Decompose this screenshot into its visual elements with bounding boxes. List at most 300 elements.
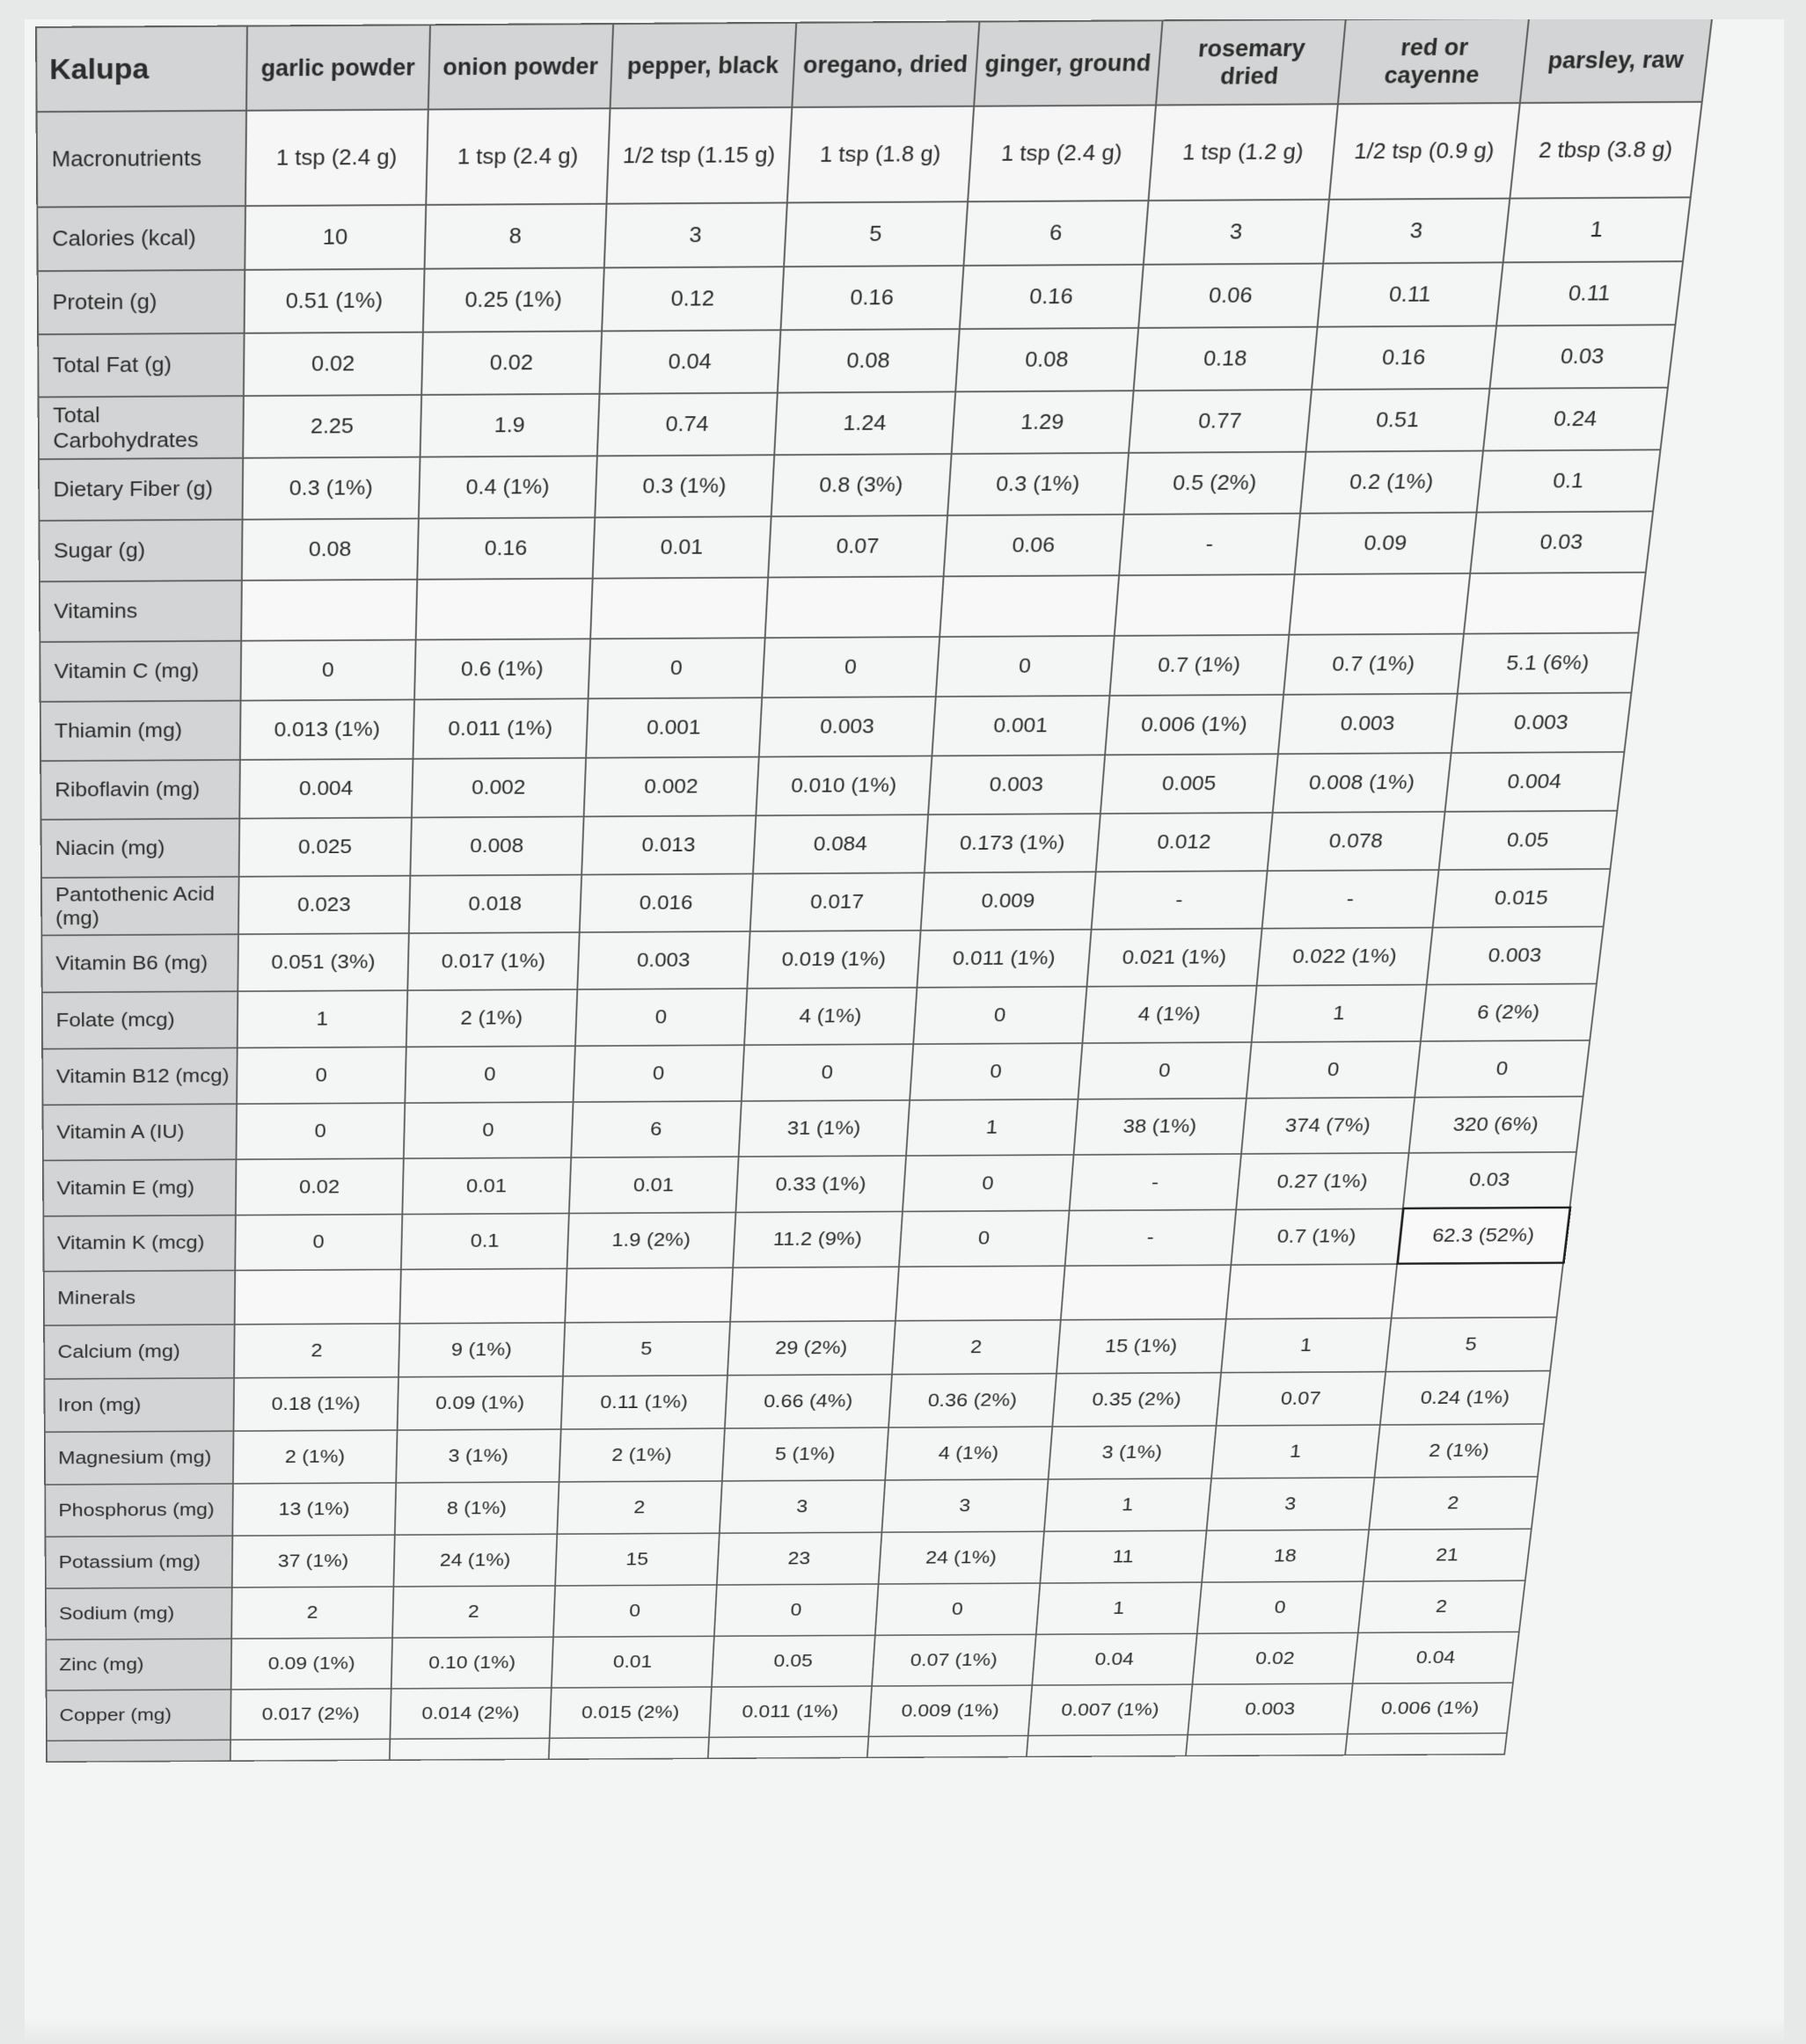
table-row — [39, 388, 1668, 459]
table-cell: 0.003 — [1278, 694, 1458, 755]
table-cell: 0.02 — [421, 331, 602, 395]
table-cell — [1061, 1265, 1232, 1320]
table-cell: 0.08 — [778, 329, 960, 393]
row-label: Calories (kcal) — [37, 206, 245, 271]
table-cell: 0.08 — [955, 328, 1138, 392]
table-cell: 0 — [903, 1155, 1074, 1211]
table-cell — [47, 1740, 230, 1762]
table-cell: 0.36 (2%) — [888, 1374, 1057, 1427]
table-cell — [590, 578, 768, 639]
table-cell: - — [1065, 1209, 1237, 1266]
table-cell: 0.09 — [1295, 513, 1477, 575]
table-cell: 3 (1%) — [1049, 1426, 1217, 1479]
table-cell: 0.74 — [597, 393, 778, 456]
table-cell — [241, 580, 417, 641]
table-cell: 0.33 (1%) — [735, 1156, 906, 1212]
table-cell: 1/2 tsp (0.9 g) — [1329, 103, 1520, 200]
table-cell: - — [1119, 514, 1300, 576]
row-label: Total Fat (g) — [38, 333, 244, 398]
row-label: Iron (mg) — [44, 1378, 234, 1433]
table-cell: 0.013 (1%) — [240, 699, 414, 759]
table-cell: 0 — [742, 1044, 913, 1101]
table-cell: 0.24 — [1483, 388, 1668, 451]
table-cell: 4 (1%) — [744, 988, 917, 1045]
row-label: Riboflavin (mg) — [40, 760, 240, 820]
table-cell: 0.017 (1%) — [407, 932, 579, 990]
table-cell: 0 — [575, 989, 747, 1046]
table-cell: 0.02 — [236, 1158, 404, 1215]
table-cell: 0.10 (1%) — [391, 1637, 553, 1689]
table-cell: 24 (1%) — [879, 1531, 1044, 1584]
row-label: Vitamin C (mg) — [40, 641, 241, 702]
table-cell: 0.05 — [1439, 811, 1618, 870]
table-cell: 62.3 (52%) — [1397, 1208, 1569, 1264]
column-header: onion powder — [428, 24, 613, 109]
table-row — [47, 1683, 1513, 1741]
row-label: Protein (g) — [38, 270, 245, 334]
table-cell: 0.77 — [1129, 390, 1312, 453]
table-cell: 0.6 (1%) — [414, 639, 590, 699]
table-cell: 0.51 — [1305, 389, 1489, 452]
table-cell: 1.9 (2%) — [567, 1212, 736, 1268]
row-label: Sodium (mg) — [46, 1588, 232, 1639]
table-cell: 2 tbsp (3.8 g) — [1510, 102, 1701, 199]
table-cell: 0.11 — [1496, 261, 1683, 325]
row-label: Zinc (mg) — [46, 1639, 231, 1690]
table-cell — [896, 1266, 1065, 1321]
row-label: Folate (mcg) — [42, 991, 238, 1049]
table-cell: 0.03 — [1489, 325, 1675, 389]
nutrition-table-wrapper — [35, 19, 1714, 1763]
table-cell: 18 — [1202, 1529, 1369, 1582]
table-cell: 1 — [1036, 1582, 1202, 1634]
table-cell: 15 (1%) — [1057, 1319, 1226, 1374]
table-cell — [867, 1735, 1028, 1757]
table-cell: 1 tsp (2.4 g) — [245, 109, 428, 206]
table-row — [44, 1371, 1550, 1433]
table-row — [39, 511, 1653, 581]
table-cell: 0.016 — [580, 873, 753, 932]
paper-sheet — [25, 19, 1784, 2044]
table-row — [38, 261, 1683, 334]
table-cell: 2 (1%) — [559, 1428, 724, 1482]
table-cell: 31 (1%) — [739, 1100, 910, 1157]
row-label: Copper (mg) — [47, 1690, 231, 1741]
table-cell: 1.9 — [420, 394, 600, 457]
row-label: Vitamin B12 (mcg) — [42, 1048, 238, 1105]
row-label: Minerals — [44, 1270, 236, 1325]
table-cell: 4 (1%) — [1082, 986, 1256, 1043]
table-cell: 5 — [784, 201, 968, 266]
table-row — [45, 1477, 1538, 1537]
table-cell: 0.08 — [242, 519, 419, 580]
table-cell: 0 — [1078, 1042, 1251, 1099]
table-cell: 3 — [1207, 1478, 1375, 1530]
table-cell: 3 — [1144, 200, 1329, 265]
table-cell: 9 (1%) — [398, 1323, 565, 1377]
table-cell: 1 — [1503, 197, 1691, 262]
table-cell: 2 — [231, 1587, 393, 1639]
table-cell: 0 — [236, 1103, 405, 1159]
table-row — [42, 983, 1597, 1048]
table-cell: 5 (1%) — [722, 1427, 888, 1481]
row-label: Macronutrients — [37, 111, 246, 208]
table-cell: 0.09 (1%) — [398, 1376, 563, 1430]
table-cell: 0.025 — [239, 818, 412, 877]
row-label: Total Carbohydrates — [39, 396, 244, 459]
table-cell: 0.022 (1%) — [1257, 928, 1433, 986]
table-cell: 0.008 (1%) — [1273, 753, 1451, 813]
table-cell: 0.16 — [417, 517, 595, 579]
column-header: garlic powder — [246, 25, 430, 110]
table-cell — [1289, 573, 1470, 635]
table-cell: 29 (2%) — [728, 1321, 896, 1376]
table-cell — [390, 1738, 550, 1760]
table-cell: 2 (1%) — [233, 1430, 398, 1484]
table-cell: 0.1 — [1477, 449, 1661, 512]
table-cell: 0 — [404, 1102, 574, 1158]
table-cell — [1345, 1734, 1507, 1756]
table-cell: 0.011 (1%) — [709, 1686, 872, 1737]
table-cell: 13 (1%) — [232, 1483, 396, 1536]
table-cell: 0.002 — [584, 757, 759, 817]
table-cell: 0 — [405, 1046, 575, 1103]
table-cell: 0.019 (1%) — [747, 931, 920, 989]
table-cell: 0.8 (3%) — [771, 454, 952, 516]
table-cell: 3 (1%) — [396, 1429, 561, 1483]
table-cell: 0.003 — [1427, 927, 1604, 985]
table-cell: 0.06 — [1138, 264, 1323, 328]
table-cell: 0.04 — [599, 330, 780, 394]
table-cell: 0.2 (1%) — [1300, 451, 1483, 514]
table-cell: 0.006 (1%) — [1105, 695, 1283, 756]
header-row — [36, 19, 1712, 112]
table-row — [37, 102, 1702, 208]
table-cell: 0.004 — [1445, 752, 1625, 812]
table-cell: 6 — [571, 1101, 742, 1157]
table-cell: 6 — [963, 201, 1148, 266]
table-cell: 0.06 — [944, 515, 1124, 576]
table-cell: 0.015 — [1433, 869, 1611, 928]
table-row — [40, 752, 1624, 820]
table-cell: 24 (1%) — [393, 1534, 557, 1587]
table-cell: 0.25 (1%) — [423, 267, 604, 332]
table-cell — [708, 1736, 869, 1758]
table-cell: 0.003 — [1451, 693, 1632, 754]
table-cell: 1 — [1044, 1478, 1211, 1531]
table-cell: 0.012 — [1096, 813, 1273, 872]
table-cell: 0.07 — [1217, 1372, 1386, 1426]
table-cell — [1464, 573, 1646, 634]
table-cell: 0.04 — [1353, 1632, 1519, 1683]
table-cell — [416, 579, 593, 640]
row-label: Vitamins — [40, 580, 242, 642]
table-cell: 4 (1%) — [885, 1427, 1052, 1480]
table-row — [41, 927, 1603, 993]
table-cell: 3 — [720, 1480, 885, 1533]
table-cell: 0.18 — [1134, 327, 1318, 391]
table-cell: 0 — [936, 636, 1115, 697]
table-cell: 1 tsp (1.8 g) — [787, 106, 974, 203]
table-cell: 0.023 — [238, 876, 410, 935]
table-cell: 0.16 — [1312, 325, 1496, 390]
table-cell: 0.009 — [921, 872, 1096, 931]
table-cell: 3 — [881, 1479, 1048, 1532]
table-row — [40, 693, 1632, 762]
table-cell: 0.07 (1%) — [872, 1634, 1036, 1686]
table-cell: 0.003 — [1188, 1683, 1353, 1734]
table-row — [41, 869, 1611, 936]
table-cell: 0.3 (1%) — [947, 453, 1129, 515]
table-cell: 15 — [555, 1533, 720, 1586]
table-cell — [940, 575, 1119, 637]
row-label: Magnesium (mg) — [45, 1431, 234, 1485]
table-row — [45, 1424, 1544, 1485]
table-cell — [235, 1269, 401, 1325]
table-cell: 0 — [1197, 1581, 1364, 1633]
table-cell — [765, 576, 944, 638]
column-header: rosemary dried — [1156, 19, 1346, 106]
table-cell: 0.01 — [402, 1157, 571, 1214]
table-cell: 0.07 — [768, 515, 947, 577]
table-cell: 0.051 (3%) — [238, 933, 408, 991]
table-cell: 0.05 — [712, 1635, 875, 1687]
table-cell: 2 — [1358, 1580, 1525, 1632]
table-cell: 2 — [557, 1481, 722, 1534]
row-label: Phosphorus (mg) — [45, 1484, 233, 1537]
table-cell: 0.4 (1%) — [419, 456, 597, 518]
table-cell: 10 — [245, 205, 426, 270]
table-cell: 0 — [913, 987, 1086, 1044]
table-cell: 1 — [1221, 1318, 1392, 1373]
section-row — [40, 573, 1646, 642]
nutrition-table — [35, 19, 1714, 1763]
table-cell: 2 — [892, 1320, 1061, 1375]
table-cell: 0.017 (2%) — [230, 1689, 391, 1740]
table-cell: 0 — [875, 1583, 1041, 1635]
table-cell: 0.021 (1%) — [1086, 929, 1261, 987]
row-label: Dietary Fiber (g) — [39, 458, 243, 521]
table-cell: 0.011 (1%) — [917, 930, 1091, 988]
table-cell: 1 — [1252, 985, 1427, 1042]
table-cell: 374 (7%) — [1241, 1098, 1415, 1154]
table-cell: 0.02 — [244, 332, 423, 396]
table-row — [40, 632, 1638, 701]
table-cell — [1027, 1734, 1188, 1756]
table-cell: 8 (1%) — [395, 1482, 559, 1535]
row-label: Vitamin B6 (mg) — [41, 934, 238, 992]
table-cell: 0.011 (1%) — [413, 698, 588, 758]
table-cell: 0.03 — [1470, 511, 1653, 573]
table-cell: 1 — [906, 1099, 1078, 1156]
table-cell — [1226, 1264, 1397, 1319]
table-cell: 0.12 — [602, 266, 784, 331]
table-cell — [230, 1739, 391, 1761]
table-cell: 1.29 — [952, 391, 1134, 454]
table-cell: 3 — [1323, 199, 1510, 264]
table-cell: 0.013 — [581, 815, 756, 874]
table-cell: 0.04 — [1032, 1633, 1197, 1685]
table-cell: 2 (1%) — [406, 989, 578, 1047]
table-cell: 8 — [425, 204, 607, 269]
table-cell: 0.35 (2%) — [1052, 1373, 1221, 1427]
table-cell: 0.24 (1%) — [1380, 1371, 1551, 1425]
table-cell: 0.010 (1%) — [756, 756, 932, 815]
table-cell: 0.11 — [1318, 262, 1503, 326]
table-cell: 0.02 — [1192, 1632, 1357, 1684]
table-cell: 0.09 (1%) — [231, 1638, 392, 1690]
table-cell: 0.3 (1%) — [243, 457, 420, 520]
table-cell — [399, 1268, 567, 1324]
table-cell: 0.007 (1%) — [1028, 1684, 1193, 1735]
table-cell: 2 — [1369, 1477, 1538, 1529]
table-cell: 0.004 — [239, 759, 413, 819]
table-cell — [730, 1267, 899, 1322]
table-cell: 0.015 (2%) — [550, 1687, 712, 1738]
table-cell: 11.2 (9%) — [733, 1211, 903, 1267]
table-row — [46, 1580, 1525, 1639]
table-cell: 0.018 — [409, 875, 581, 934]
table-cell: 0.003 — [577, 931, 749, 989]
row-label: Pantothenic Acid (mg) — [41, 877, 239, 936]
table-cell: 0.03 — [1403, 1152, 1576, 1208]
row-label: Niacin (mg) — [41, 819, 240, 878]
table-cell: 0 — [553, 1585, 717, 1637]
table-cell: 2 — [392, 1586, 555, 1638]
column-header: red or cayenne — [1338, 19, 1529, 104]
table-cell: - — [1092, 871, 1268, 930]
table-cell: 6 (2%) — [1421, 983, 1597, 1040]
table-cell: 2 — [234, 1324, 399, 1378]
table-row — [43, 1152, 1576, 1216]
table-cell: 0.078 — [1268, 812, 1445, 871]
table-cell: 0 — [714, 1584, 879, 1636]
column-header: parsley, raw — [1520, 19, 1712, 103]
column-header: ginger, ground — [974, 20, 1162, 106]
table-cell: 1 — [238, 990, 408, 1048]
table-cell: 1 tsp (1.2 g) — [1149, 104, 1338, 201]
table-cell: 0.3 (1%) — [595, 455, 774, 517]
table-cell — [549, 1737, 709, 1759]
row-label: Vitamin A (IU) — [43, 1104, 238, 1160]
table-cell: 0.1 — [401, 1213, 569, 1269]
table-cell: 0.01 — [552, 1636, 714, 1688]
row-label: Potassium (mg) — [46, 1536, 233, 1588]
section-row — [44, 1263, 1563, 1325]
column-header: pepper, black — [611, 23, 797, 108]
table-cell: 0 — [237, 1047, 406, 1104]
table-cell: 1/2 tsp (1.15 g) — [607, 107, 793, 204]
table-row — [46, 1529, 1532, 1588]
table-cell: 0.002 — [412, 758, 586, 818]
table-row — [37, 197, 1691, 271]
table-cell: 1 — [1211, 1425, 1380, 1478]
table-cell: 0.01 — [569, 1157, 739, 1213]
row-label: Thiamin (mg) — [40, 701, 241, 762]
table-cell: 0 — [241, 639, 416, 700]
table-cell: 0.5 (2%) — [1124, 452, 1306, 515]
row-label: Calcium (mg) — [44, 1325, 235, 1379]
table-cell: 0 — [762, 637, 940, 697]
table-row — [43, 1208, 1569, 1271]
table-cell: 320 (6%) — [1409, 1097, 1583, 1153]
table-row — [41, 811, 1618, 878]
table-cell: 0.006 (1%) — [1348, 1683, 1513, 1734]
table-body — [37, 102, 1702, 1762]
table-cell: 0.003 — [759, 697, 936, 757]
table-cell: 21 — [1364, 1529, 1532, 1581]
row-label: Sugar (g) — [39, 520, 242, 582]
table-cell: 0.017 — [750, 872, 925, 931]
table-row — [43, 1097, 1583, 1161]
table-cell: 37 (1%) — [232, 1535, 395, 1588]
table-cell: 3 — [604, 202, 787, 267]
table-cell: 5 — [1386, 1318, 1556, 1372]
table-cell: 0.7 (1%) — [1109, 635, 1289, 696]
table-title: Kalupa — [36, 26, 247, 113]
table-cell: 0 — [1415, 1040, 1590, 1098]
table-cell: 0 — [910, 1043, 1082, 1100]
table-cell: 0 — [235, 1214, 402, 1270]
table-cell: 0.16 — [780, 266, 963, 330]
table-row — [46, 1632, 1519, 1690]
table-cell: 38 (1%) — [1073, 1099, 1246, 1155]
table-cell: 11 — [1040, 1530, 1206, 1583]
table-cell: 5 — [563, 1322, 730, 1376]
table-cell: 23 — [717, 1532, 882, 1585]
table-cell: 0.001 — [586, 697, 762, 757]
table-cell: 0.66 (4%) — [725, 1375, 892, 1428]
table-cell: 0 — [574, 1045, 745, 1102]
table-cell: 0.173 (1%) — [925, 814, 1100, 872]
table-cell: 0.084 — [753, 814, 928, 873]
row-label: Vitamin E (mg) — [43, 1159, 237, 1215]
table-cell: 2.25 — [243, 395, 421, 458]
table-cell: 0.001 — [932, 696, 1109, 756]
table-cell: 0.18 (1%) — [233, 1377, 398, 1431]
table-cell — [565, 1267, 733, 1323]
column-header: oregano, dried — [792, 22, 979, 107]
table-cell: 0.16 — [960, 265, 1144, 329]
table-cell: 5.1 (6%) — [1458, 632, 1639, 693]
table-cell: 0.003 — [928, 755, 1105, 814]
table-cell: 0.005 — [1100, 754, 1278, 814]
table-cell: - — [1070, 1154, 1241, 1210]
table-cell: 0.11 (1%) — [561, 1376, 728, 1429]
table-cell: 0.01 — [593, 516, 771, 578]
row-label: Vitamin K (mcg) — [43, 1215, 236, 1271]
table-cell: - — [1262, 870, 1439, 929]
table-cell — [1115, 574, 1295, 636]
table-cell: 0 — [589, 638, 765, 698]
table-cell: 0.008 — [410, 816, 583, 875]
table-cell: 0.7 (1%) — [1283, 634, 1464, 695]
table-row — [44, 1318, 1557, 1379]
table-cell: 0.014 (2%) — [390, 1688, 551, 1739]
table-cell: 0.7 (1%) — [1231, 1208, 1402, 1265]
table-cell: 2 (1%) — [1374, 1424, 1544, 1478]
table-cell: 0.009 (1%) — [868, 1685, 1032, 1736]
table-cell: 0.51 (1%) — [245, 269, 425, 333]
table-cell: 0.27 (1%) — [1236, 1153, 1408, 1209]
table-row — [38, 325, 1675, 397]
page-edge — [25, 2018, 1784, 2044]
table-cell: 1 tsp (2.4 g) — [968, 106, 1156, 202]
table-cell: 1 tsp (2.4 g) — [426, 108, 610, 205]
table-cell — [1186, 1734, 1348, 1756]
table-row — [39, 449, 1660, 521]
table-cell: 0 — [1247, 1041, 1421, 1099]
